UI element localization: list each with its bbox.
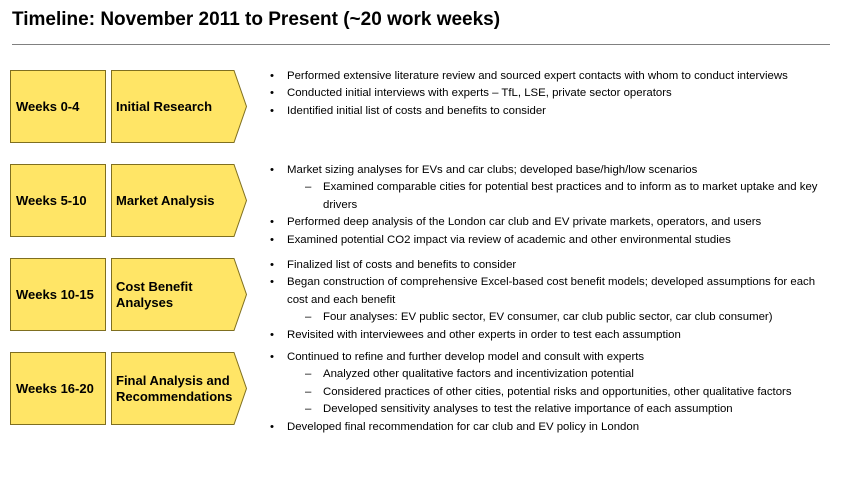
bullet-text: Analyzed other qualitative factors and incentivization potential xyxy=(323,368,634,381)
bullet-text: Market sizing analyses for EVs and car clubs; developed base/high/low scenarios xyxy=(287,164,698,176)
bullet-item xyxy=(270,327,836,344)
bullet-text: Revisited with interviewees and other experts in order to test each assumption xyxy=(287,328,681,341)
phase-bullet-list xyxy=(270,257,836,344)
stage-chevron xyxy=(111,352,247,425)
bullet-text: Developed sensitivity analyses to test the relative importance of each assumption xyxy=(323,403,733,416)
sub-bullet-item xyxy=(270,401,836,418)
bullet-text: Four analyses: EV public sector, EV consumer, car club public sector, car club consumer) xyxy=(323,311,773,324)
bullet-item xyxy=(270,419,836,436)
stage-chevron xyxy=(111,258,247,331)
sub-bullet-item xyxy=(270,179,836,214)
bullet-item xyxy=(270,257,836,274)
bullet-marker: • xyxy=(270,328,274,341)
bullet-marker: • xyxy=(270,87,274,100)
dash-marker: – xyxy=(305,403,312,416)
bullet-marker: • xyxy=(270,420,274,433)
page-title: Timeline: November 2011 to Present (~20 work weeks) xyxy=(12,9,501,30)
weeks-label: Weeks 10-15 xyxy=(16,287,94,302)
sub-bullet-item xyxy=(270,384,836,401)
stage-label: Initial Research xyxy=(116,98,213,114)
bullet-text: Continued to refine and further develop model and consult with experts xyxy=(287,351,645,363)
bullet-text: Performed extensive literature review and sourced expert contacts with whom to conduct interviews xyxy=(287,70,788,82)
phase-bullet-list xyxy=(270,162,836,249)
stage-label: Cost Benefit Analyses xyxy=(116,278,193,310)
dash-marker: – xyxy=(305,385,312,398)
bullet-item xyxy=(270,274,836,309)
weeks-label: Weeks 0-4 xyxy=(16,99,80,114)
stage-label: Market Analysis xyxy=(116,192,215,208)
phase-bullet-list xyxy=(270,68,836,120)
bullet-text: Examined comparable cities for potential best practices and to inform as to market uptake and key drivers xyxy=(323,181,818,211)
weeks-box xyxy=(10,352,106,425)
dash-marker: – xyxy=(305,311,312,324)
bullet-marker: • xyxy=(270,259,274,271)
bullet-item xyxy=(270,214,836,231)
bullet-item xyxy=(270,85,836,102)
bullet-item xyxy=(270,232,836,249)
bullet-marker: • xyxy=(270,276,274,289)
sub-bullet-item xyxy=(270,366,836,383)
bullet-item xyxy=(270,103,836,120)
bullet-text: Finalized list of costs and benefits to consider xyxy=(287,259,517,271)
stage-chevron xyxy=(111,164,247,237)
weeks-label: Weeks 5-10 xyxy=(16,193,87,208)
bullet-text: Identified initial list of costs and benefits to consider xyxy=(287,104,546,117)
weeks-box xyxy=(10,258,106,331)
bullet-item xyxy=(270,349,836,366)
bullet-item xyxy=(270,68,836,85)
dash-marker: – xyxy=(305,368,312,381)
dash-marker: – xyxy=(305,181,312,194)
bullet-text: Considered practices of other cities, potential risks and opportunities, other qualitative factors xyxy=(323,385,792,398)
weeks-box xyxy=(10,70,106,143)
phase-bullet-list xyxy=(270,349,836,436)
title-divider xyxy=(12,44,830,45)
bullet-marker: • xyxy=(270,216,274,229)
bullet-text: Performed deep analysis of the London car club and EV private markets, operators, and users xyxy=(287,216,762,229)
bullet-marker: • xyxy=(270,104,274,117)
bullet-text: Began construction of comprehensive Excel-based cost benefit models; developed assumptions for each cost and each benefit xyxy=(287,276,816,306)
bullet-text: Developed final recommendation for car club and EV policy in London xyxy=(287,420,640,433)
bullet-marker: • xyxy=(270,164,274,176)
bullet-text: Conducted initial interviews with experts – TfL, LSE, private sector operators xyxy=(287,87,672,100)
bullet-item xyxy=(270,162,836,179)
stage-label: Final Analysis and Recommendations xyxy=(116,372,233,404)
sub-bullet-item xyxy=(270,309,836,326)
stage-chevron xyxy=(111,70,247,143)
bullet-marker: • xyxy=(270,70,274,82)
bullet-text: Examined potential CO2 impact via review of academic and other environmental studies xyxy=(287,233,731,246)
weeks-label: Weeks 16-20 xyxy=(16,381,94,396)
bullet-marker: • xyxy=(270,351,274,363)
bullet-marker: • xyxy=(270,233,274,246)
weeks-box xyxy=(10,164,106,237)
